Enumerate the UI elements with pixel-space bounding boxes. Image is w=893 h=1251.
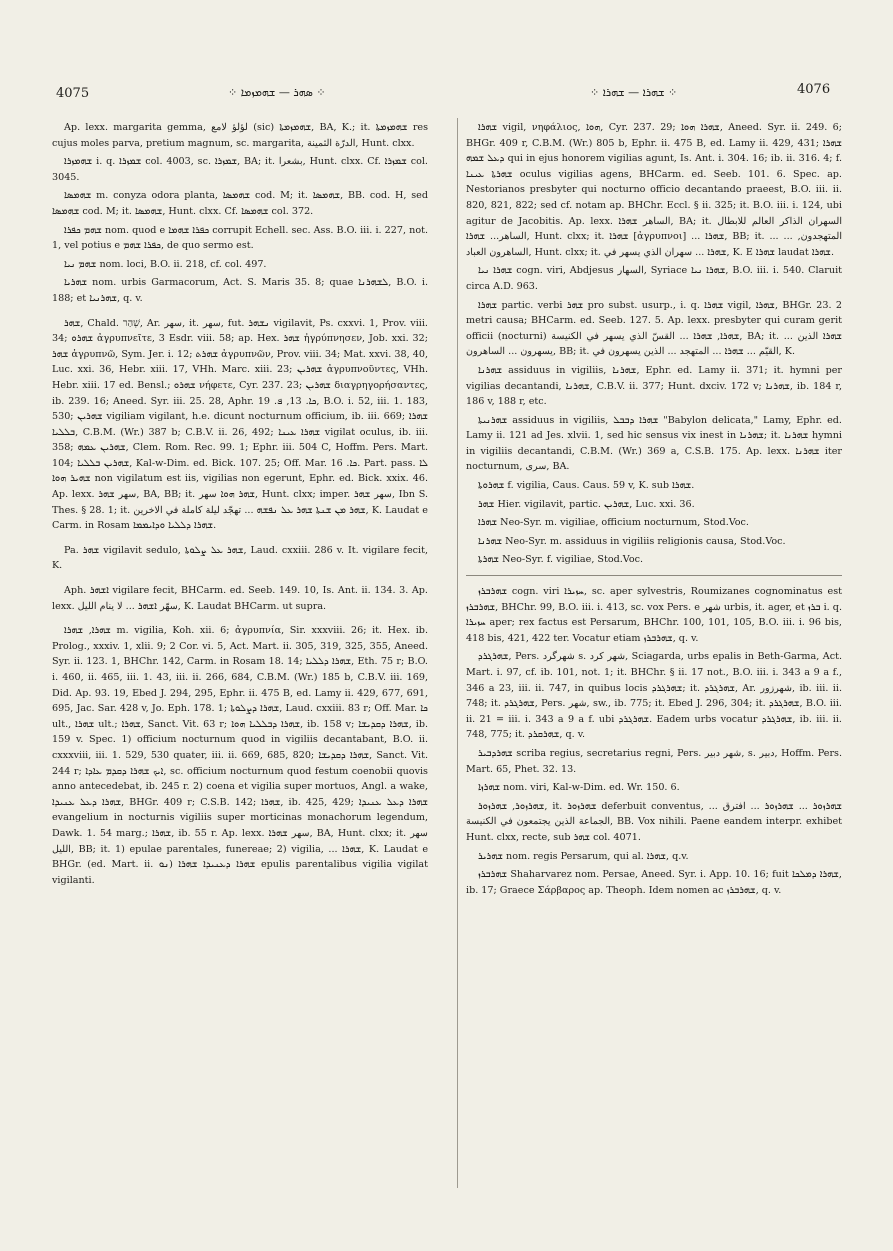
dictionary-entry: Pa. ܫܗܪ vigilavit sedulo, ܫܗܪ ܥܠ ܨܠܘܬܐ, Laud. cxxiii. 286 v. It. vigilare fecit, K. bbox=[52, 544, 428, 572]
dictionary-entry: ܫܗܪܕܒܝܪ scriba regius, secretarius regni, Pers. شهر دبیر, s. دبیر, Hoffm. Pers. Mart. 65, Phet. 32. 13. bbox=[466, 747, 843, 775]
right-column bbox=[466, 120, 842, 901]
dictionary-entry: ܫܗܪܘܬܐ f. vigilia, Caus. Caus. 59 v, K. sub ܫܗܪܐ. bbox=[478, 480, 695, 492]
dictionary-entry: ܫܗܪܢܐ Neo-Syr. m. assiduus in vigiliis religionis causa, Stod.Voc. bbox=[478, 535, 786, 547]
dictionary-entry: ܫܗܪܙܐ nom. viri, Kal-w-Dim. ed. Wr. 150. 6. bbox=[478, 782, 680, 794]
dictionary-entry: ܫܗܪܝܐ nom. urbis Garmacorum, Act. S. Maris 35. 8; quae ܠܫܗܪܢܐ, B.O. i. 188; et ܫܗܪܢܝܐ, q. v. bbox=[52, 277, 428, 304]
dictionary-entry: ܫܗܡܙܪܐ i. q. ܫܡܙܪܐ col. 4003, sc. ܫܡܙܪܐ, BA; it. بشعرا, Hunt. clxx. Cf. ܫܡܙܪܐ col. 3045. bbox=[52, 156, 428, 183]
running-head-left: ⁘ ܣܗܪ — ܫܗܡܙܡܐ ⁘ bbox=[228, 86, 326, 99]
dictionary-entry: ܫܗܪܒܪܙ cogn. viri ܚܙܝܪܐ, sc. aper sylvestris, Roumizanes cognominatus est ܫܗܪܒܪܙ, BHChr. 99, B.O. iii. i. 413, sc. vox Pers. e شهر urbis, it. ager, et ܒܪܙ i. q. ܚܙܝܪܐ aper; rex factus est Persarum, BHChr. 100, 101, 105, B.O. iii. i. 96 bis, 418 bis, 421, 422 ter. Vocatur etiam ܫܗܪܒܪܙ, q. v. bbox=[466, 586, 842, 644]
dictionary-entry: ܫܗܡ ܟܦܪܐ nom. quod e ܟܦܪܐ ܫܗܡܐ corrupit Echell. sec. Ass. B.O. iii. i. 227, not. 1, vel potius e ܟܦܪܐ ܫܗܡ, de quo sermo est. bbox=[52, 224, 428, 252]
dictionary-entry: ܫܗܪܙܘܪ, ܫܗܪܙܘܪ, it. ܫܗܪܙܘܪ deferbuit conventus, ... ܫܗܪܙܘܪ ... ܫܗܪܙܘܪ ... افترق الجماعة الذين يجتمعون في الكنيسة, BB. Vox nihili. Paene eandem interpr. exhibet Hunt. clxx, recte, sub ܫܗܪ col. 4071. bbox=[466, 800, 843, 843]
dictionary-entry: ܫܗܪ, Chald. שְׁהַר, Ar. سهر, it. سهر, fut. ܢܫܗܪ vigilavit, Ps. cxxvi. 1, Prov. viii. 34; ܫܗܪܘ ἀγρυπνεῖτε, 3 Esdr. viii. 58; ap. Hex. ܫܗܪ ἠγρύπνησεν, Job. xxi. 32; ܫܗܪ ἀγρυπνῶ, Sym. Jer. i. 12; ܫܗܪܬ ἀγρυπνῶν, Prov. viii. 34; Mat. xxvi. 38, 40, Luc. xxi. 36, Hebr. xiii. 17, VHh. Marc. xiii. 23; ܫܗܪܝܢ ἀγρυπνοῦντες, VHh. Hebr. xiii. 17 ed. Bensl.; ܫܗܪܘ νήφετε, Cyr. 237. 23; ܫܗܪܝܢ διαγρηγορήσαντες, ib. 239. 16; Aneed. Syr. iii. 25. 28, Aphr. ܟܐ. 13, ܦ. 19, B.O. i. 52, iii. 1. 183, 530; ܫܗܪܝܢ vigiliam vigilant, h.e. dicunt nocturnum officium, ib. iii. 669; ܫܗܪܐ ܒܠܠܝܐ, C.B.M. (Wr.) 387 b; C.B.V. ii. 26, 492; ܫܗܪܐ ܥܝܢܐ vigilat oculus, ib. iii. 358; ܫܗܪܝܢ ܥܡܗ, Clem. Rom. Rec. 99. 1; Ephr. iii. 504 C, Hoffm. Pers. Mart. 104; ܫܗܪܝܢ ܒܠܠܝܐ, Kal-w-Dim. ed. Bick. 107. 25; Off. Mar. ܟܐ. 16. Part. pass. ܠܐ ܫܗܝܪ ܗܘܐ non vigilatum est iis, vigilias non egerunt, Ephr. ed. Bick. xxix. 46. Ap. lexx. سهر ܫܗܪ, BA, BB; it. ܫܗܪ ܗܘܐ سهر, Hunt. clxx; imper. سهر ܫܗܪ, Ibn S. Thes. § 28. 1; it. ܫܗܪ ܡܢ ܫܢܬܐ ܫܗܪ ܥܠ ܢܦܫܗ ... تهجّد ليلة كاملة في الاخرين, K. Laudat e Carm. in Rosam ܫܗܪܐ ܕܠܠܝܐ ܘܕܐܝܡܡܐ. bbox=[52, 317, 429, 532]
page-header bbox=[0, 82, 893, 106]
dictionary-entry: ܫܗܪܢܐ assiduus in vigiliis, ܫܗܪܢܐ, Ephr. ed. Lamy ii. 371; it. hymni per vigilias decantandi, ܫܗܪܢܐ, C.B.V. ii. 377; Hunt. dxciv. 172 v; ܫܗܪܢܐ, ib. 184 r, 186 v, 188 r, etc. bbox=[466, 364, 842, 408]
dictionary-entry: ܫܗܪܓܪܕ, Pers. شهرگرد s. شهر کرد, Sciagarda, urbs epalis in Beth-Garma, Act. Mart. i. 97, cf. ib. 101, not. 1; it. BHChr. § ii. 17 not., B.O. iii. i. 343 a 9 a f., 346 a 23, iii. ii. 747, in quibus locis ܫܗܪܓܪܕ; it. ܫܗܪܓܪܕ, Ar. شهرزور, ib. iii. ii. 748; it. ܫܗܪܓܪܕ, Pers. شهر, sw., ib. 775; it. Ebed J. 296, 304; it. ܫܗܪܓܪܕ, B.O. iii. ii. 21 = iii. i. 343 a 9 a f. ubi ܫܗܪܓܪܕ. Eadem urbs vocatur ܫܗܪܓܪܕ, ib. iii. ii. 748, 775; it. ܫܗܪܩܪܕ, q. v. bbox=[466, 651, 842, 741]
page-number-right: 4076 bbox=[797, 82, 831, 97]
dictionary-entry: ܫܗܪܬܐ Neo-Syr. f. vigiliae, Stod.Voc. bbox=[478, 554, 644, 566]
dictionary-entry: Aph. ܐܫܗܪ vigilare fecit, BHCarm. ed. Seeb. 149. 10, Is. Ant. ii. 134. 3. Ap. lexx. سهّر ܐܫܗܪ ... لا ينام الليل, K. Laudat BHCarm. ut supra. bbox=[52, 585, 428, 612]
dictionary-entry: ܫܗܡ ܢܝܐ nom. loci, B.O. ii. 218, cf. col. 497. bbox=[64, 258, 267, 270]
dictionary-entry: ܫܗܪ Hier. vigilavit, partic. ܫܗܪܝܢ, Luc. xxi. 36. bbox=[478, 498, 695, 510]
dictionary-entry: ܫܗܡܣܐ m. conyza odora planta, ܫܗܡܣܐ cod. M; it. ܫܗܡܣܐ, BB. cod. H, sed ܫܗܡܣܐ cod. M; it. ܫܗܡܣܐ, Hunt. clxx. Cf. ܫܗܡܣܐ col. 372. bbox=[52, 190, 428, 217]
page-number-left: 4075 bbox=[56, 86, 90, 101]
dictionary-entry: ܫܗܪܐ partic. verbi ܫܗܪ pro subst. usurp., i. q. ܫܗܪܐ vigil, ܫܗܪܐ, BHGr. 23. 2 metri causa; BHCarm. ed. Seeb. 127. 5. Ap. lexx. presbyter qui curam gerit officii (nocturni) ܫܗܪܐ, ܫܗܪܐ ... القسّ الذي يسهر في الكنيسة, BA; it. ... ܫܗܪܐ الذين يسهرون ... الساهرون, BB; it. القيّم ... ܫܗܪܐ ... المتهجد ... الذين يسهرون في, K. bbox=[466, 299, 842, 358]
dictionary-entry: Ap. lexx. margarita gemma, لؤلؤ لامع (sic) ܫܗܡܙܡܬܐ, BA, K.; it. ܫܗܡܙܡܬܐ res cujus moles parva, pretium magnum, sc. margarita, الدرّة الثمينة, Hunt. clxx. bbox=[52, 122, 429, 149]
dictionary-entry: ܫܗܪܝܪ nom. regis Persarum, qui al. ܫܗܪܐ, q.v. bbox=[478, 850, 689, 862]
column-divider bbox=[457, 118, 458, 1188]
dictionary-entry: ܫܗܪܐ ܢܝܐ cogn. viri, Abdjesus السهار, Syriace ܫܗܪܐ ܢܝܐ, B.O. iii. i. 540. Claruit circa A.D. 963. bbox=[466, 265, 842, 292]
dictionary-entry: ܫܗܪܐ, ܫܗܪܐ m. vigilia, Koh. xii. 6; ἀγρυπνία, Sir. xxxviii. 26; it. Hex. ib. Prolog., xxxiv. 1, xlii. 9; 2 Cor. vi. 5, Act. Mart. ii. 305, 319, 325, 355, Aneed. Syr. ii. 123. 1, BHChr. 142, Carm. in Rosam 18. 14; ܫܗܪܐ ܕܠܠܝܐ, Eth. 75 r; B.O. i. 460, ii. 465, iii. 1. 43, iii. ii. 266, 684, C.B.M. (Wr.) 185 b, C.B.V. iii. 169, Did. Ap. 93. 19, Ebed J. 294, 295, Ephr. ii. 475 B, ed. Lamy ii. 429, 677, 691, 695, Jac. Sar. 428 v, Jo. Eph. 178. 1; ܫܗܪܐ ܕܨܠܘܬܐ, Laud. cxxiii. 83 r; Off. Mar. ܟܐ ult., ܫܗܪܐ ult.; ܫܗܪܐ, Sanct. Vit. 63 r; ܫܗܪܐ ܕܒܠܠܝܐ ܗܘܐ, ib. 158 v; ܫܗܪܐ ܕܩܕܝܫܐ, ib. 159 v. Spec. 1) officium nocturnum quod in vigiliis decantabant, B.O. ii. cxxxviii, iii. 1. 529, 530 quater, iii. ii. 669, 685, 820; ܫܗܪܐ ܕܩܕܝܫܐ, Sanct. Vit. 244 r; ܐܝܟ ܫܗܪܐ ܕܩܕܡ ܥܐܕܐ, sc. officium nocturnum quod festum coenobii quovis anno antecedebat, ib. 245 r. 2) coena et vigilia super mortuos, Angl. a wake, ܫܗܪܐ ܕܥܠ ܥܢܝܕܐ, BHGr. 409 r; C.S.B. 142; ܫܗܪܐ, ib. 425, 429; ܫܗܪܐ ܕܥܠ ܥܢܝܕܐ evangelium in nocturnis vigiliis super morticinas monachorum legendum, Dawk. 1. 54 marg.; ܫܗܪܐ, ib. 55 r. Ap. lexx. سهر ܫܗܪܐ, BA, Hunt. clxx; it. سهر الليل, BB; it. 1) epulae parentales, funereae; 2) vigilia, ... ܫܗܪܐ, K. Laudat e BHGr. (ed. Mart. ii. ܢܘ) ܫܗܪܐ ܕܥܢܝܕܐ ܫܗܪܐ epulis parentalibus vigilia vigilat vigilanti. bbox=[52, 625, 429, 886]
left-column bbox=[52, 120, 428, 891]
running-head-right: ⁘ ܫܗܪܐ — ܫܗܪܐ ⁘ bbox=[590, 86, 678, 99]
dictionary-entry: ܫܗܪܐ vigil, νηφάλιος, ܗܘܐ, Cyr. 237. 29; ܫܗܪܐ ܗܘܐ, Aneed. Syr. ii. 249. 6; BHGr. 409 r, C.B.M. (Wr.) 805 b, Ephr. ii. 475 B, ed. Lamy ii. 429, 431; ܫܗܪܐ ܕܥܠ ܫܡܗ qui in ejus honorem vigilias agunt, Is. Ant. i. 304. 16; ib. ii. 316. 4; f. ܫܗܪܬܐ ܥܝܢܐ oculus vigilias agens, BHCarm. ed. Seeb. 101. 6. Spec. ap. Nestorianos presbyter qui nocturno officio decantando praeest, B.O. iii. ii. 820, 821, 822; sed cf. notam ap. BHChr. Eccl. § ii. 325; it. B.O. iii. i. 124, ubi agitur de Jacobitis. Ap. lexx. الساهر ܫܗܪܐ, BA; it. السهران الذاكر العالم للابطال الساهر... ܫܗܪܐ, Hunt. clxx; it. ܫܗܪܐ [ἀγρυπνοι] ... ܫܗܪܐ, BB; it. ... المتهجدون, ... الساهرون العباد, Hunt. clxx; it. ܫܗܪܐ ... سهران الذي يسهر في, K. E ܫܗܪܐ laudat ܫܗܪܐ. bbox=[466, 122, 842, 258]
section-rule bbox=[466, 575, 842, 576]
dictionary-entry: ܫܗܪܒܪܙ Shaharvarez nom. Persae, Aneed. Syr. i. App. 10. 16; fuit ܫܗܪܐ ܕܡܠܟܐ, ib. 17; Graece Σάρβαρος ap. Theoph. Idem nomen ac ܫܗܪܒܪܙ, q. v. bbox=[466, 869, 842, 896]
dictionary-entry: ܫܗܪܐ Neo-Syr. m. vigiliae, officium nocturnum, Stod.Voc. bbox=[478, 517, 749, 529]
dictionary-entry: ܫܗܪܢܝܬܐ assiduus in vigiliis, ܫܗܪܐ ܕܒܒܠ "Babylon delicata," Lamy, Ephr. ed. Lamy ii. 121 ad Jes. xlvii. 1, sed hic sensus vix inest in ܫܗܪܢܐ; it. ܫܗܪܢܐ hymni in vigiliis decantandi, C.B.M. (Wr.) 369 a, C.S.B. 175. Ap. lexx. ܫܗܪܢܐ iter nocturnum, سرى, BA. bbox=[466, 414, 843, 473]
